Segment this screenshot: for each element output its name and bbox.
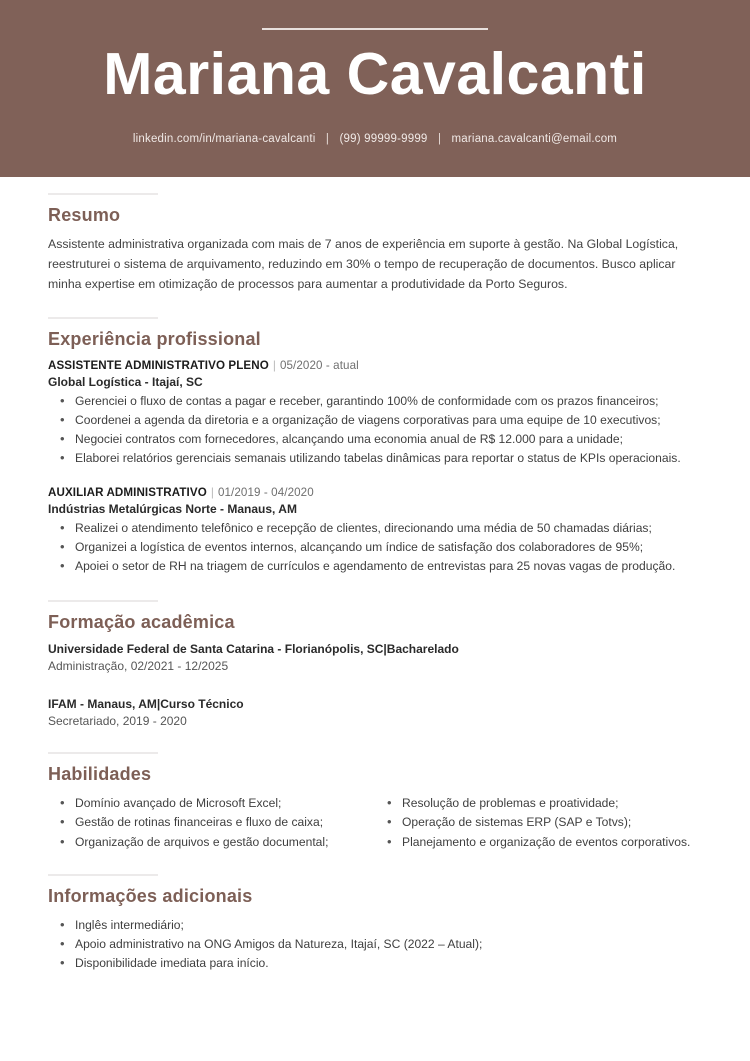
job-separator: | bbox=[272, 358, 276, 372]
section-rule-formacao bbox=[48, 600, 158, 602]
list-item: • Realizei o atendimento telefônico e recepção de clientes, direcionando uma média de 50 chamadas diárias; bbox=[48, 519, 702, 538]
education-detail: Secretariado, 2019 - 2020 bbox=[48, 714, 187, 729]
education-institution: Universidade Federal de Santa Catarina - Florianópolis, SC bbox=[48, 642, 384, 657]
job-company: Global Logística - Itajaí, SC bbox=[48, 374, 203, 389]
education-separator: | bbox=[383, 642, 387, 657]
job-entry bbox=[48, 486, 702, 576]
skills-column-right bbox=[375, 794, 702, 851]
job-title-line bbox=[48, 486, 702, 499]
job-title-line bbox=[48, 359, 702, 372]
header-decorative-rule bbox=[262, 28, 488, 30]
list-item: • Apoiei o setor de RH na triagem de currículos e agendamento de entrevistas para 25 novas vagas de produção. bbox=[48, 557, 702, 576]
list-item: • Domínio avançado de Microsoft Excel; bbox=[48, 794, 375, 813]
contact-line bbox=[0, 133, 750, 145]
education-detail: Administração, 02/2021 - 12/2025 bbox=[48, 659, 229, 674]
contact-phone[interactable]: (99) 99999-9999 bbox=[339, 132, 428, 145]
job-entry bbox=[48, 359, 702, 468]
contact-linkedin[interactable]: linkedin.com/in/mariana-cavalcanti bbox=[132, 132, 316, 145]
job-role: ASSISTENTE ADMINISTRATIVO PLENO bbox=[48, 358, 269, 372]
section-rule-habilidades bbox=[48, 752, 158, 754]
list-item: • Negociei contratos com fornecedores, alcançando uma economia anual de R$ 12.000 para a unidade; bbox=[48, 430, 702, 449]
list-item: • Gerenciei o fluxo de contas a pagar e receber, garantindo 100% de conformidade com os prazos financeiros; bbox=[48, 392, 702, 411]
candidate-name: Mariana Cavalcanti bbox=[103, 41, 647, 107]
education-institution-line bbox=[48, 642, 702, 656]
section-experiencia bbox=[48, 317, 702, 577]
list-item: • Inglês intermediário; bbox=[48, 916, 702, 935]
section-habilidades bbox=[48, 752, 702, 851]
list-item: • Gestão de rotinas financeiras e fluxo de caixa; bbox=[48, 813, 375, 832]
list-item: • Disponibilidade imediata para início. bbox=[48, 954, 702, 973]
job-bullets bbox=[48, 519, 702, 576]
list-item: • Elaborei relatórios gerenciais semanais utilizando tabelas dinâmicas para reportar o status de KPIs operacionais. bbox=[48, 449, 702, 468]
job-dates: 05/2020 - atual bbox=[279, 358, 359, 372]
job-dates: 01/2019 - 04/2020 bbox=[217, 486, 314, 500]
skills-list-right bbox=[375, 794, 702, 851]
list-item: • Planejamento e organização de eventos corporativos. bbox=[375, 833, 702, 852]
skills-column-left bbox=[48, 794, 375, 851]
section-title-habilidades: Habilidades bbox=[48, 764, 152, 785]
section-title-resumo: Resumo bbox=[48, 205, 121, 225]
informacoes-list bbox=[48, 916, 702, 973]
skills-columns bbox=[48, 794, 702, 851]
list-item: • Organizei a logística de eventos internos, alcançando um índice de satisfação dos colaboradores de 95%; bbox=[48, 538, 702, 557]
skills-list-left bbox=[48, 794, 375, 851]
contact-separator-1: | bbox=[325, 132, 330, 145]
education-institution: IFAM - Manaus, AM bbox=[48, 697, 157, 712]
education-separator: | bbox=[156, 697, 161, 712]
list-item: • Coordenei a agenda da diretoria e a organização de viagens corporativas para uma equipe de 10 executivos; bbox=[48, 411, 702, 430]
section-title-formacao: Formação acadêmica bbox=[48, 612, 235, 633]
resume-body bbox=[0, 177, 750, 973]
education-degree: Curso Técnico bbox=[160, 697, 244, 712]
job-role: AUXILIAR ADMINISTRATIVO bbox=[48, 486, 207, 500]
list-item: • Resolução de problemas e proatividade; bbox=[375, 794, 702, 813]
education-entry bbox=[48, 697, 702, 728]
section-title-experiencia: Experiência profissional bbox=[48, 328, 261, 349]
section-rule-resumo bbox=[48, 193, 158, 195]
section-resumo bbox=[48, 193, 702, 295]
list-item: • Apoio administrativo na ONG Amigos da Natureza, Itajaí, SC (2022 – Atual); bbox=[48, 935, 702, 954]
section-informacoes-adicionais bbox=[48, 874, 702, 973]
resumo-paragraph: Assistente administrativa organizada com mais de 7 anos de experiência em suporte à gestão. Na Global Logística, reestruturei o sistema de arquivamento, reduzindo em 30% o tempo de recuperação de documentos. Busco aplicar minha expertise em otimização de processos para aumentar a produtividade da Porto Seguros. bbox=[48, 237, 679, 291]
contact-email[interactable]: mariana.cavalcanti@email.com bbox=[451, 132, 618, 145]
resume-header bbox=[0, 0, 750, 177]
section-rule-informacoes bbox=[48, 874, 158, 876]
education-entry bbox=[48, 642, 702, 673]
section-title-informacoes: Informações adicionais bbox=[48, 885, 253, 906]
job-separator: | bbox=[210, 486, 214, 500]
job-bullets bbox=[48, 392, 702, 468]
education-degree: Bacharelado bbox=[386, 642, 459, 657]
list-item: • Operação de sistemas ERP (SAP e Totvs); bbox=[375, 813, 702, 832]
section-formacao bbox=[48, 600, 702, 728]
job-company: Indústrias Metalúrgicas Norte - Manaus, AM bbox=[48, 502, 297, 517]
education-institution-line bbox=[48, 697, 702, 711]
section-rule-experiencia bbox=[48, 317, 158, 319]
list-item: • Organização de arquivos e gestão documental; bbox=[48, 833, 375, 852]
contact-separator-2: | bbox=[437, 132, 442, 145]
